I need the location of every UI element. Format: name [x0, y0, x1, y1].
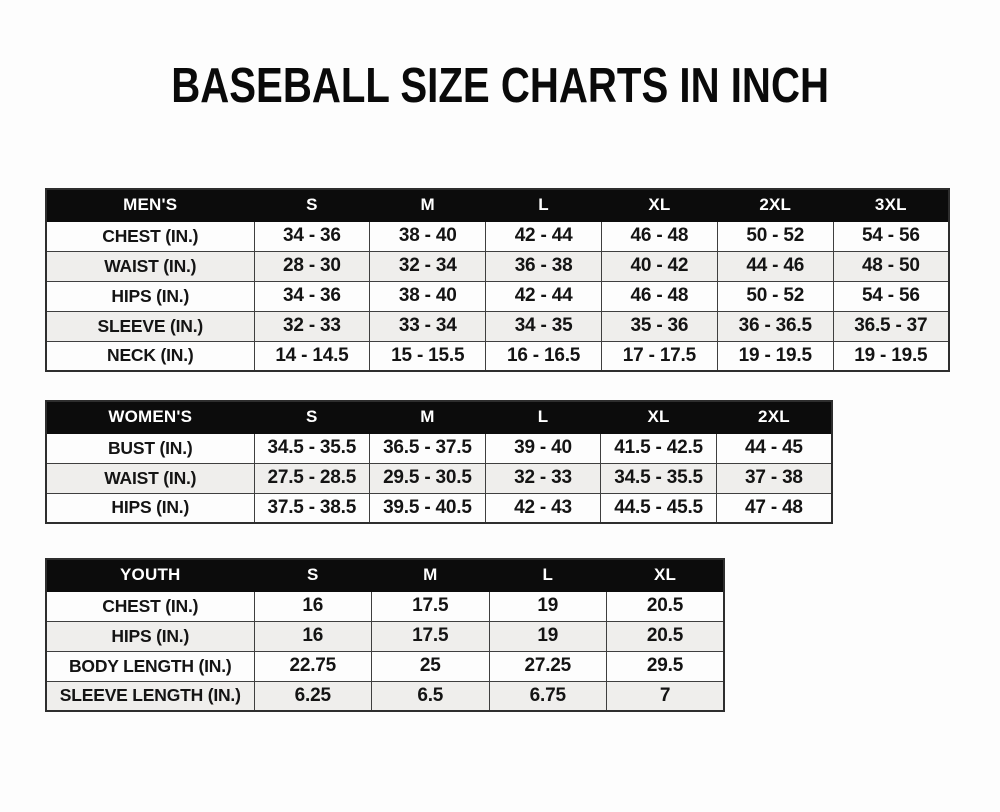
size-value: 46 - 48 — [601, 281, 717, 311]
size-column-header: S — [254, 189, 370, 221]
size-value: 17.5 — [372, 621, 490, 651]
size-value: 42 - 44 — [486, 281, 602, 311]
size-value: 15 - 15.5 — [370, 341, 486, 371]
size-value: 19 — [489, 621, 607, 651]
size-value: 39.5 - 40.5 — [370, 493, 486, 523]
size-value: 34 - 36 — [254, 221, 370, 251]
size-column-header: 2XL — [717, 189, 833, 221]
youth-size-chart — [45, 558, 1000, 712]
table-row — [46, 651, 724, 681]
table-row — [46, 591, 724, 621]
size-value: 44.5 - 45.5 — [601, 493, 717, 523]
size-value: 6.75 — [489, 681, 607, 711]
size-value: 36.5 - 37 — [833, 311, 949, 341]
size-value: 25 — [372, 651, 490, 681]
table-row — [46, 621, 724, 651]
size-value: 50 - 52 — [717, 281, 833, 311]
size-column-header: 2XL — [716, 401, 832, 433]
size-value: 40 - 42 — [601, 251, 717, 281]
size-value: 16 — [254, 591, 372, 621]
size-column-header: M — [370, 401, 486, 433]
size-value: 32 - 33 — [254, 311, 370, 341]
table-row — [46, 681, 724, 711]
size-value: 20.5 — [607, 621, 725, 651]
size-value: 36.5 - 37.5 — [370, 433, 486, 463]
mens-table — [45, 188, 950, 372]
size-column-header: M — [370, 189, 486, 221]
measurement-label: BODY LENGTH (IN.) — [46, 651, 254, 681]
table-row — [46, 251, 949, 281]
size-value: 29.5 — [607, 651, 725, 681]
size-value: 34 - 35 — [486, 311, 602, 341]
size-value: 28 - 30 — [254, 251, 370, 281]
table-row — [46, 433, 832, 463]
size-value: 19 - 19.5 — [717, 341, 833, 371]
table-row — [46, 341, 949, 371]
size-value: 54 - 56 — [833, 281, 949, 311]
size-value: 44 - 46 — [717, 251, 833, 281]
size-value: 29.5 - 30.5 — [370, 463, 486, 493]
size-value: 44 - 45 — [716, 433, 832, 463]
measurement-label: CHEST (IN.) — [46, 591, 254, 621]
measurement-label: SLEEVE (IN.) — [46, 311, 254, 341]
table-row — [46, 311, 949, 341]
size-value: 7 — [607, 681, 725, 711]
size-value: 34.5 - 35.5 — [254, 433, 370, 463]
measurement-label: SLEEVE LENGTH (IN.) — [46, 681, 254, 711]
size-value: 47 - 48 — [716, 493, 832, 523]
size-column-header: L — [489, 559, 607, 591]
mens-size-chart — [45, 188, 1000, 372]
youth-table — [45, 558, 725, 712]
size-value: 32 - 33 — [485, 463, 601, 493]
size-value: 39 - 40 — [485, 433, 601, 463]
size-value: 41.5 - 42.5 — [601, 433, 717, 463]
page-title: BASEBALL SIZE CHARTS IN INCH — [171, 59, 829, 113]
size-value: 33 - 34 — [370, 311, 486, 341]
size-value: 22.75 — [254, 651, 372, 681]
size-column-header: XL — [601, 189, 717, 221]
size-value: 27.5 - 28.5 — [254, 463, 370, 493]
size-value: 42 - 44 — [486, 221, 602, 251]
size-value: 38 - 40 — [370, 281, 486, 311]
size-value: 34 - 36 — [254, 281, 370, 311]
measurement-label: WAIST (IN.) — [46, 463, 254, 493]
size-value: 36 - 38 — [486, 251, 602, 281]
size-column-header: L — [486, 189, 602, 221]
youth-header-row — [46, 559, 724, 591]
table-row — [46, 493, 832, 523]
page-header — [0, 60, 1000, 112]
size-column-header: L — [485, 401, 601, 433]
table-row — [46, 463, 832, 493]
size-value: 35 - 36 — [601, 311, 717, 341]
size-value: 14 - 14.5 — [254, 341, 370, 371]
size-value: 27.25 — [489, 651, 607, 681]
size-value: 50 - 52 — [717, 221, 833, 251]
size-value: 17.5 — [372, 591, 490, 621]
size-value: 16 - 16.5 — [486, 341, 602, 371]
size-value: 48 - 50 — [833, 251, 949, 281]
size-column-header: S — [254, 401, 370, 433]
size-value: 36 - 36.5 — [717, 311, 833, 341]
youth-table-title: YOUTH — [46, 559, 254, 591]
size-value: 19 — [489, 591, 607, 621]
size-value: 6.5 — [372, 681, 490, 711]
size-value: 37.5 - 38.5 — [254, 493, 370, 523]
measurement-label: NECK (IN.) — [46, 341, 254, 371]
size-value: 19 - 19.5 — [833, 341, 949, 371]
size-value: 16 — [254, 621, 372, 651]
measurement-label: BUST (IN.) — [46, 433, 254, 463]
size-value: 34.5 - 35.5 — [601, 463, 717, 493]
size-value: 54 - 56 — [833, 221, 949, 251]
size-column-header: XL — [607, 559, 725, 591]
size-value: 32 - 34 — [370, 251, 486, 281]
measurement-label: WAIST (IN.) — [46, 251, 254, 281]
table-row — [46, 281, 949, 311]
size-column-header: M — [372, 559, 490, 591]
measurement-label: HIPS (IN.) — [46, 281, 254, 311]
size-value: 38 - 40 — [370, 221, 486, 251]
size-column-header: XL — [601, 401, 717, 433]
size-value: 46 - 48 — [601, 221, 717, 251]
table-row — [46, 221, 949, 251]
size-value: 37 - 38 — [716, 463, 832, 493]
size-value: 42 - 43 — [485, 493, 601, 523]
measurement-label: HIPS (IN.) — [46, 621, 254, 651]
size-column-header: 3XL — [833, 189, 949, 221]
mens-header-row — [46, 189, 949, 221]
womens-table-title: WOMEN'S — [46, 401, 254, 433]
womens-size-chart — [45, 400, 1000, 524]
womens-header-row — [46, 401, 832, 433]
size-value: 17 - 17.5 — [601, 341, 717, 371]
womens-table — [45, 400, 833, 524]
size-value: 20.5 — [607, 591, 725, 621]
size-value: 6.25 — [254, 681, 372, 711]
mens-table-title: MEN'S — [46, 189, 254, 221]
size-charts-container — [45, 188, 1000, 712]
measurement-label: CHEST (IN.) — [46, 221, 254, 251]
measurement-label: HIPS (IN.) — [46, 493, 254, 523]
size-column-header: S — [254, 559, 372, 591]
